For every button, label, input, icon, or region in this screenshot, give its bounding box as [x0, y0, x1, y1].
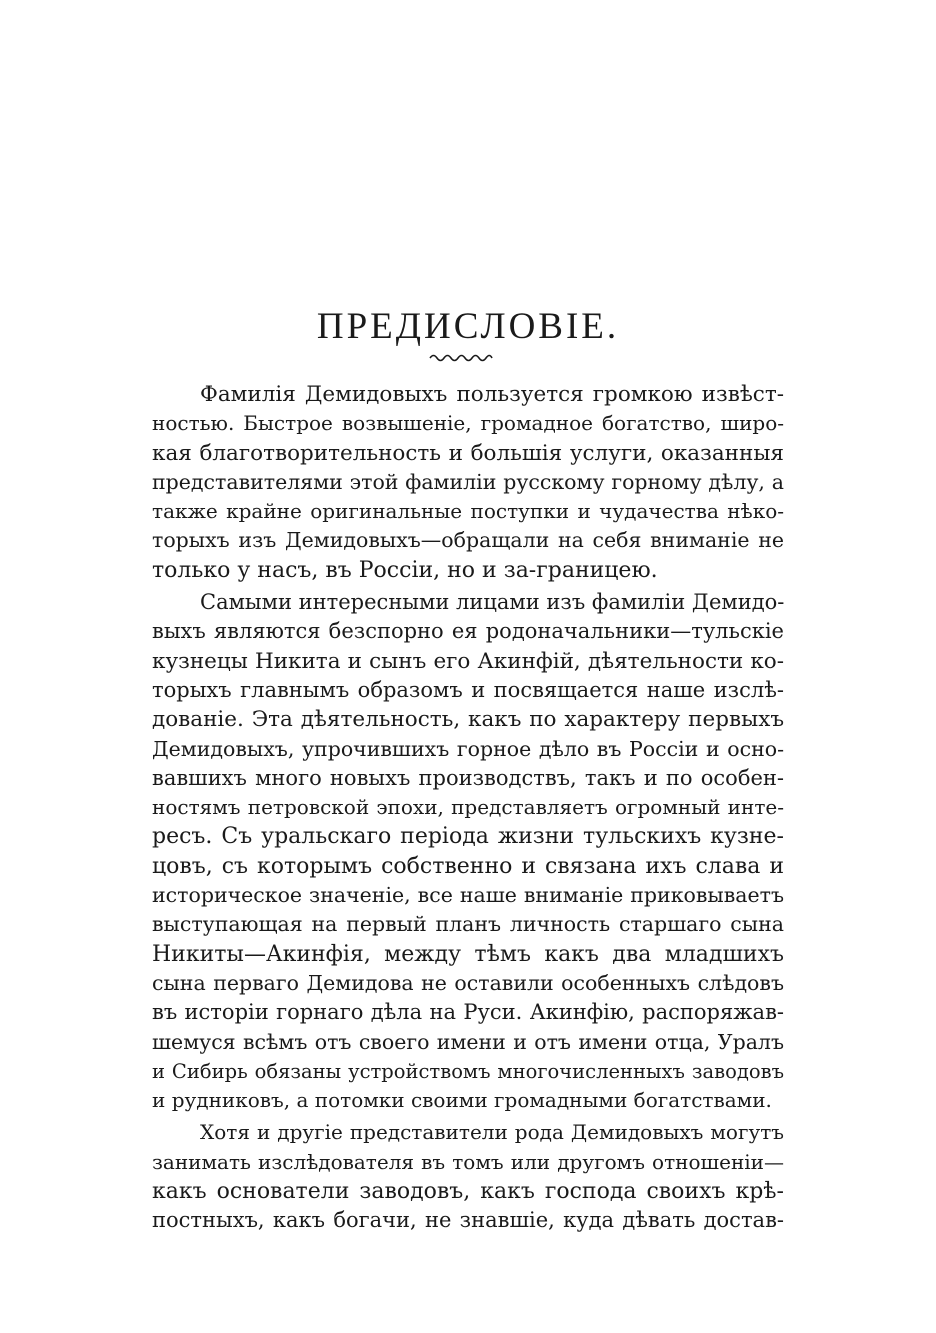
text-line: выступающая на первый планъ личность старшаго сына — [152, 912, 784, 937]
text-line: кузнецы Никита и сынъ его Акинфій, дѣятельности ко- — [152, 648, 784, 674]
wavy-rule-ornament — [428, 350, 494, 366]
text-line: Демидовыхъ, упрочившихъ горное дѣло въ Россіи и осно- — [152, 736, 784, 761]
text-line: только у насъ, въ Россіи, но и за-границею. — [152, 557, 658, 583]
text-line: шемуся всѣмъ отъ своего имени и отъ имени отца, Уралъ — [152, 1029, 784, 1054]
text-line: торыхъ главнымъ образомъ и посвящается наше изслѣ- — [152, 677, 784, 702]
text-line: представителями этой фамиліи русскому горному дѣлу, а — [152, 469, 784, 494]
text-line: какъ основатели заводовъ, какъ господа своихъ крѣ- — [152, 1179, 784, 1205]
wavy-rule-line — [430, 356, 492, 361]
text-line: занимать изслѣдователя въ томъ или другомъ отношеніи— — [152, 1149, 784, 1174]
text-line: ностью. Быстрое возвышеніе, громадное богатство, широ- — [152, 411, 784, 436]
text-line: Самыми интересными лицами изъ фамиліи Демидо- — [200, 590, 784, 615]
text-line: сына перваго Демидова не оставили особенныхъ слѣдовъ — [152, 970, 784, 995]
text-line: ресъ. Съ уральскаго періода жизни тульскихъ кузне- — [152, 824, 784, 850]
text-line: цовъ, съ которымъ собственно и связана ихъ слава и — [152, 853, 784, 879]
text-line: торыхъ изъ Демидовыхъ—обращали на себя вниманіе не — [152, 528, 784, 553]
paragraph-1 — [152, 380, 784, 585]
text-line: въ исторіи горнаго дѣла на Руси. Акинфію, распоряжав- — [152, 1000, 784, 1025]
text-line: постныхъ, какъ богачи, не знавшіе, куда дѣвать достав- — [152, 1208, 784, 1233]
text-line: Фамилія Демидовыхъ пользуется громкою извѣст- — [200, 382, 784, 407]
paragraph-3 — [152, 1118, 784, 1235]
text-line: дованіе. Эта дѣятельность, какъ по характеру первыхъ — [152, 707, 784, 733]
text-line: также крайне оригинальные поступки и чудачества нѣко- — [152, 499, 784, 524]
text-line: Хотя и другіе представители рода Демидовыхъ могутъ — [200, 1120, 784, 1145]
page-title: ПРЕДИСЛОВІЕ. — [316, 306, 620, 347]
body-text — [152, 380, 784, 1239]
text-line: историческое значеніе, все наше вниманіе приковываетъ — [152, 883, 784, 908]
text-line: вавшихъ много новыхъ производствъ, такъ и по особен- — [152, 765, 784, 790]
text-line: кая благотворительность и большія услуги, оказанныя — [152, 440, 784, 466]
paragraph-2 — [152, 588, 784, 1115]
text-line: Никиты—Акинфія, между тѣмъ какъ два младшихъ — [152, 941, 784, 967]
text-line: и Сибирь обязаны устройствомъ многочисленныхъ заводовъ — [152, 1059, 784, 1083]
text-line: ностямъ петровской эпохи, представляетъ огромный инте- — [152, 795, 784, 820]
text-line: выхъ являются безспорно ея родоначальники—тульскіе — [152, 619, 784, 644]
text-line: и рудниковъ, а потомки своими громадными богатствами. — [152, 1088, 772, 1113]
